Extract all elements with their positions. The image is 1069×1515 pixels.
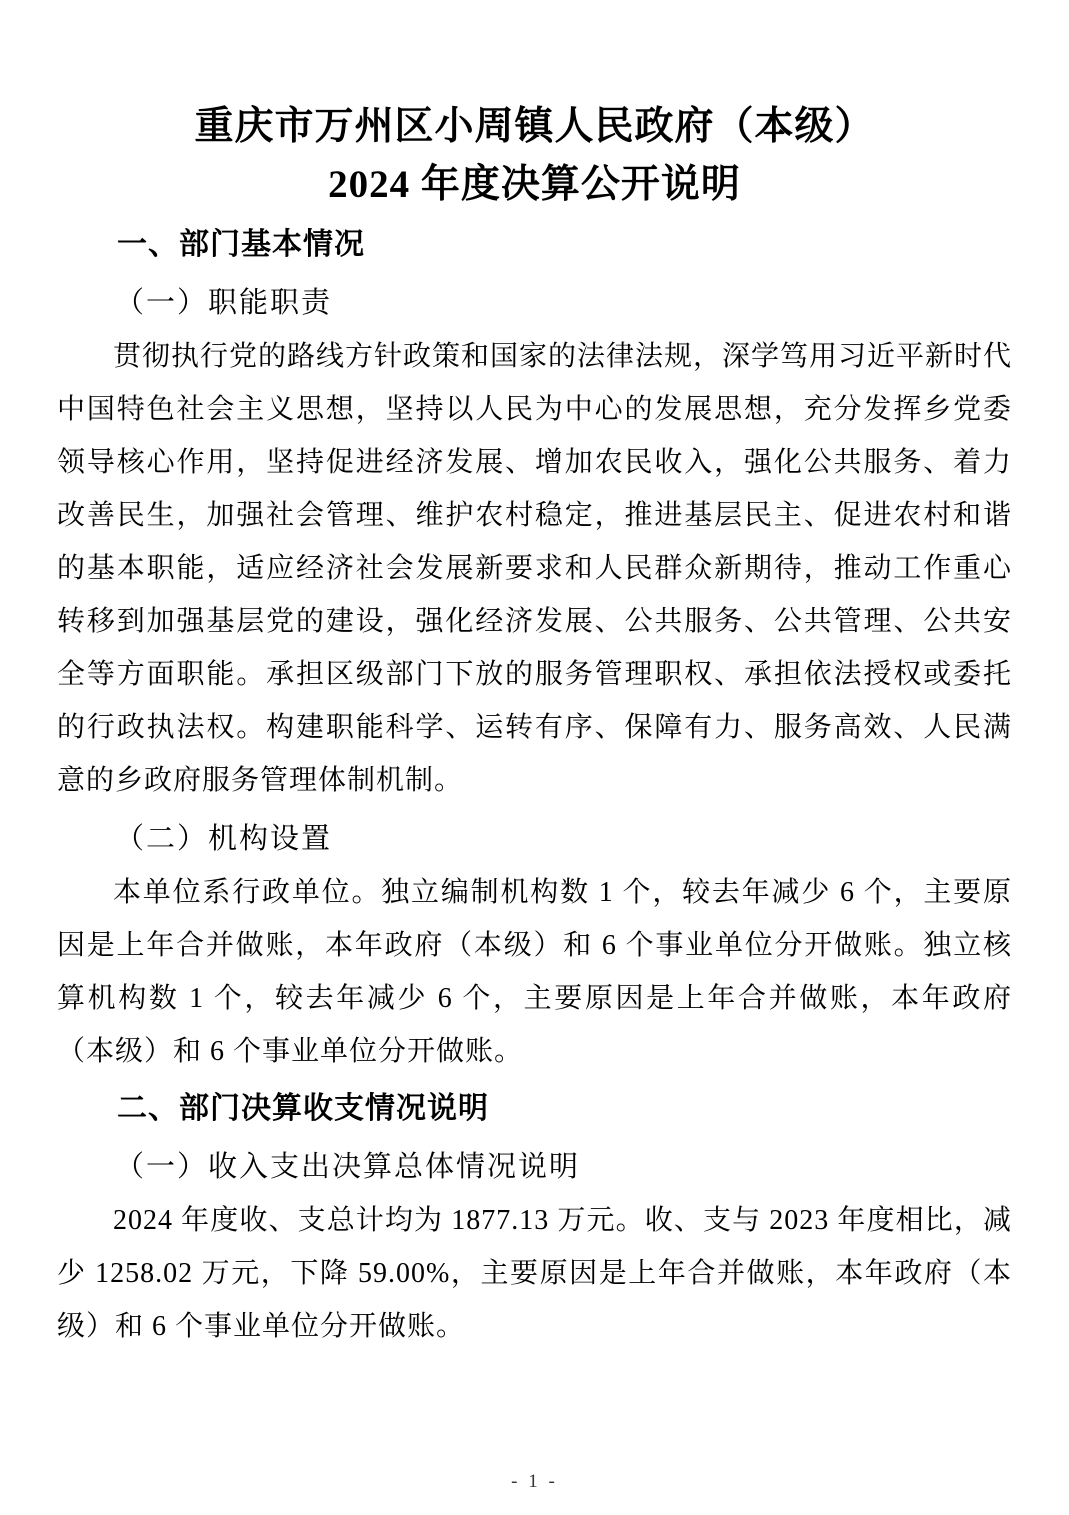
- document-title: [57, 98, 1012, 214]
- sub-heading-1-2: （二）机构设置: [115, 823, 333, 855]
- paragraph-organization: 本单位系行政单位。独立编制机构数 1 个，较去年减少 6 个，主要原因是上年合并做账，本年政府（本级）和 6 个事业单位分开做账。独立核算机构数 1 个，较去年减少 6 个，主要原因是上年合并做账，本年政府（本级）和 6 个事业单位分开做账。: [57, 877, 1012, 1067]
- sub-heading-1-1: （一）职能职责: [115, 287, 333, 319]
- paragraph-budget-summary: 2024 年度收、支总计均为 1877.13 万元。收、支与 2023 年度相比，减少 1258.02 万元，下降 59.00%，主要原因是上年合并做账，本年政府（本级）和 6 个事业单位分开做账。: [57, 1205, 1012, 1342]
- section-heading-2: 二、部门决算收支情况说明: [117, 1092, 489, 1125]
- document-title-line-2: 2024 年度决算公开说明: [328, 163, 741, 206]
- document-title-line-1: 重庆市万州区小周镇人民政府（本级）: [194, 105, 875, 148]
- paragraph-duties: 贯彻执行党的路线方针政策和国家的法律法规，深学笃用习近平新时代中国特色社会主义思想，坚持以人民为中心的发展思想，充分发挥乡党委领导核心作用，坚持促进经济发展、增加农民收入，强化公共服务、着力改善民生，加强社会管理、维护农村稳定，推进基层民主、促进农村和谐的基本职能，适应经济社会发展新要求和人民群众新期待，推动工作重心转移到加强基层党的建设，强化经济发展、公共服务、公共管理、公共安全等方面职能。承担区级部门下放的服务管理职权、承担依法授权或委托的行政执法权。构建职能科学、运转有序、保障有力、服务高效、人民满意的乡政府服务管理体制机制。: [57, 341, 1013, 796]
- sub-heading-2-1: （一）收入支出决算总体情况说明: [115, 1151, 581, 1183]
- section-heading-1: 一、部门基本情况: [117, 228, 365, 261]
- page-number: - 1 -: [511, 1471, 558, 1492]
